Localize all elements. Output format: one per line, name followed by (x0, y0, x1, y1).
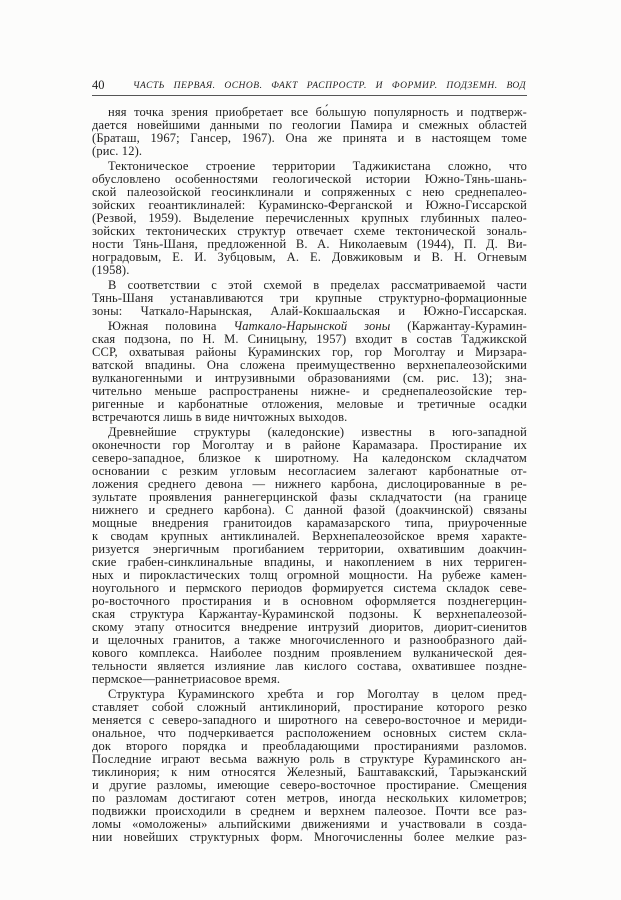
paragraph (92, 688, 527, 844)
text-line: ская подзона, по Н. М. Синицыну, 1957) входит в состав Таджикской (92, 332, 527, 346)
text-line: Тянь-Шаня устанавливаются три крупные структурно-формационные (92, 291, 527, 305)
text-line: ские грабен-синклинальные впадины, и накоплением в них терриген- (92, 555, 527, 569)
text-line: кового комплекса. Наиболее поздним проявлением вулканической дея- (92, 646, 527, 660)
text-line: ригенные и карбонатные отложения, меловые и третичные осадки (92, 397, 527, 411)
text-line: вулканогенными и интрузивными образованиями (см. рис. 13); зна- (92, 371, 527, 385)
text-line: ризуется энергичным прогибанием территории, охватившим доакчин- (92, 542, 527, 556)
text-line: ональное, что подчеркивается расположением основных систем скла- (92, 726, 527, 740)
text-line: меняется с северо-западного и широтного на северо-восточное и мериди- (92, 713, 527, 727)
text-line: к сводам крупных антиклиналей. Верхнепалеозойское время характе- (92, 529, 527, 543)
text-line: скому этапу относится внедрение интрузий диоритов, диорит-сиенитов (92, 620, 527, 634)
text-line: ро-восточного простирания и в основном оформляется позднегерцин- (92, 594, 527, 608)
text-line: ломы «омоложены» альпийскими движениями и участвовали в созда- (92, 817, 527, 831)
text-run: Южная половина (108, 319, 234, 333)
text-line: обусловлено особенностями геологической истории Южно-Тянь-шань- (92, 172, 527, 186)
text-line: (Браташ, 1967; Гансер, 1967). Она же принята и в настоящем томе (92, 131, 527, 145)
text-line: ватской впадины. Она сложена преимущественно верхнепалеозойскими (92, 358, 527, 372)
page-number: 40 (92, 78, 105, 92)
text-line: (1958). (92, 263, 130, 277)
text-line: дается новейшими данными по геологии Памира и смежных областей (92, 118, 527, 132)
text-line: мощные внедрения гранитоидов карамазарского типа, приуроченные (92, 516, 527, 530)
text-line: ности Тянь-Шаня, предложенной В. А. Николаевым (1944), П. Д. Ви- (92, 237, 527, 251)
text-line: пермское—раннетриасовое время. (92, 672, 281, 686)
text-line: нии новейших структурных форм. Многочисленны более мелкие раз- (92, 830, 527, 844)
text-line: нижнего и среднего карбона). С данной фазой (доакчинской) связаны (92, 503, 527, 517)
text-line: северо-западное, близкое к широтному. На каледонском складчатом (92, 451, 527, 465)
text-line: Древнейшие структуры (каледонские) известны в юго-западной (108, 425, 527, 439)
text-line: ноградовым, Е. И. Зубцовым, А. Е. Довжиковым и В. Н. Огневым (92, 250, 527, 264)
text-line: Тектоническое строение территории Таджикистана сложно, что (108, 159, 527, 173)
paragraph (92, 320, 527, 424)
text-run: (Каржантау-Курамин- (390, 319, 527, 333)
text-line: зоны: Чаткало-Нарынская, Алай-Кокшаальская и Южно-Гиссарская. (92, 304, 527, 318)
text-line: В соответствии с этой схемой в пределах рассматриваемой части (108, 278, 527, 292)
paragraph (92, 106, 527, 158)
text-line: док второго порядка и преобладающими простираниями разломов. (92, 739, 527, 753)
paragraph (92, 426, 527, 686)
text-line: ССР, охватывая районы Кураминских гор, гор Моголтау и Мирзара- (92, 345, 527, 359)
text-line: Структура Кураминского хребта и гор Моголтау в целом пред- (108, 687, 527, 701)
text-line: подвижки происходили в среднем и верхнем палеозое. Почти все раз- (92, 804, 527, 818)
text-line: по разломам достигают сотен метров, иногда нескольких километров; (92, 791, 527, 805)
running-head-title: ЧАСТЬ ПЕРВАЯ. ОСНОВ. ФАКТ РАСПРОСТР. И ФОРМИР. ПОДЗЕМН. ВОД (133, 81, 526, 91)
text-line: зойских тектонических структур отвечает схеме тектонической зональ- (92, 224, 527, 238)
text-line: тельности является излияние лав кислого состава, охватившее поздне- (92, 659, 527, 673)
text-line: ноугольного и пермского периодов формируется система складок севе- (92, 581, 527, 595)
text-line: оконечности гор Моголтау и в районе Карамазара. Простирание их (92, 438, 527, 452)
text-line: и щелочных гранитов, а также многочисленного и разнообразного дай- (92, 633, 527, 647)
text-line: чительно меньше распространены нижне- и среднепалеозойские тер- (92, 384, 527, 398)
text-line: ская структура Каржантау-Кураминской подзоны. К верхнепалеозой- (92, 607, 527, 621)
text-line: зультате проявления раннегерцинской фазы складчатости (на границе (92, 490, 527, 504)
text-line: зойских геоантиклиналей: Кураминско-Ферганской и Южно-Гиссарской (92, 198, 527, 212)
paragraph (92, 160, 527, 277)
text-line: ложения среднего девона — нижнего карбона, дислоцированные в ре- (92, 477, 527, 491)
text-line: (рис. 12). (92, 144, 143, 158)
text-line: няя точка зрения приобретает все бо́льшую популярность и подтверж- (108, 105, 527, 119)
text-line: встречаются лишь в виде ничтожных выходов. (92, 410, 348, 424)
paragraph (92, 279, 527, 318)
text-line: ставляет собой сложный антиклинорий, простирание которого резко (92, 700, 527, 714)
emphasized-text: Чаткало-Нарынской зоны (233, 319, 391, 333)
text-line: ных и пирокластических толщ огромной мощности. На рубеже камен- (92, 568, 527, 582)
header-rule (92, 95, 527, 96)
text-line: (Резвой, 1959). Выделение перечисленных крупных глубинных палео- (92, 211, 527, 225)
text-line: и другие разломы, имеющие северо-восточное простирание. Смещения (92, 778, 527, 792)
text-line: тиклинория; к ним относятся Железный, Баштавакский, Тарыэканский (92, 765, 527, 779)
text-line: Последние играют весьма важную роль в структуре Кураминского ан- (92, 752, 527, 766)
text-line: ской палеозойской геосинклинали и сопряженных с нею среднепалео- (92, 185, 527, 199)
body-text (92, 106, 527, 844)
text-line: основании с резким угловым несогласием залегают карбонатные от- (92, 464, 527, 478)
